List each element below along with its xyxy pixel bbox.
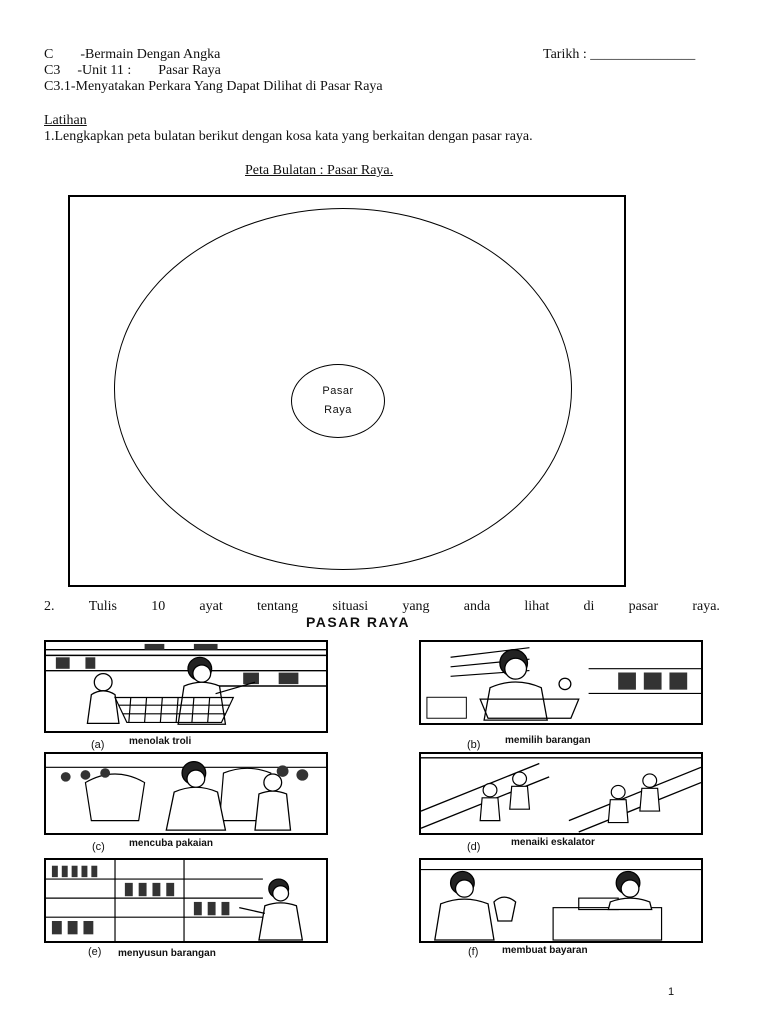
q2-word: yang bbox=[402, 599, 430, 614]
q2-word: tentang bbox=[256, 599, 299, 614]
q2-word: Tulis bbox=[88, 599, 117, 614]
header-line-3: C3.1-Menyatakan Perkara Yang Dapat Dilihat di Pasar Raya bbox=[44, 79, 383, 94]
picture-b-choosing bbox=[419, 640, 703, 725]
q2-word: anda bbox=[463, 599, 491, 614]
picture-c-caption: mencuba pakaian bbox=[129, 838, 213, 849]
picture-a-letter: (a) bbox=[91, 739, 105, 751]
q2-word: situasi bbox=[332, 599, 369, 614]
picture-b-letter: (b) bbox=[467, 739, 481, 751]
center-label-2: Raya bbox=[324, 404, 352, 416]
question-1: 1.Lengkapkan peta bulatan berikut dengan kosa kata yang berkaitan dengan pasar raya. bbox=[44, 129, 533, 144]
unit-label: -Unit 11 : bbox=[77, 63, 132, 78]
date-label: Tarikh : bbox=[543, 47, 587, 62]
picture-d-caption: menaiki eskalator bbox=[511, 837, 595, 848]
date-field[interactable] bbox=[543, 46, 695, 64]
picture-d-escalator bbox=[419, 752, 703, 835]
picture-a-trolley bbox=[44, 640, 328, 733]
pictures-title: PASAR RAYA bbox=[306, 614, 410, 630]
date-blank: _______________ bbox=[590, 47, 696, 62]
subject-title: -Bermain Dengan Angka bbox=[80, 47, 221, 62]
q2-word: di bbox=[583, 599, 595, 614]
picture-b-caption: memilih barangan bbox=[505, 735, 591, 746]
picture-e-letter: (e) bbox=[88, 946, 102, 958]
picture-c-letter: (c) bbox=[92, 841, 105, 853]
picture-f-letter: (f) bbox=[468, 946, 479, 958]
unit-code: C3 bbox=[44, 63, 61, 78]
picture-e-arranging bbox=[44, 858, 328, 943]
center-label-1: Pasar bbox=[322, 385, 354, 397]
picture-d-letter: (d) bbox=[467, 841, 481, 853]
q2-word: lihat bbox=[524, 599, 550, 614]
map-title: Peta Bulatan : Pasar Raya. bbox=[245, 163, 394, 178]
exercise-heading: Latihan bbox=[44, 113, 87, 128]
picture-e-caption: menyusun barangan bbox=[118, 948, 216, 959]
q2-word: 10 bbox=[151, 599, 166, 614]
circle-map-center bbox=[291, 364, 385, 438]
q2-word: 2. bbox=[44, 599, 55, 614]
picture-f-caption: membuat bayaran bbox=[502, 945, 588, 956]
unit-topic: Pasar Raya bbox=[158, 63, 221, 78]
subject-code: C bbox=[44, 47, 54, 62]
picture-c-clothes bbox=[44, 752, 328, 835]
q2-word: ayat bbox=[199, 599, 223, 614]
page-number: 1 bbox=[668, 986, 675, 998]
picture-a-caption: menolak troli bbox=[129, 736, 192, 747]
picture-f-paying bbox=[419, 858, 703, 943]
q2-word: raya. bbox=[692, 599, 720, 614]
q2-word: pasar bbox=[628, 599, 659, 614]
